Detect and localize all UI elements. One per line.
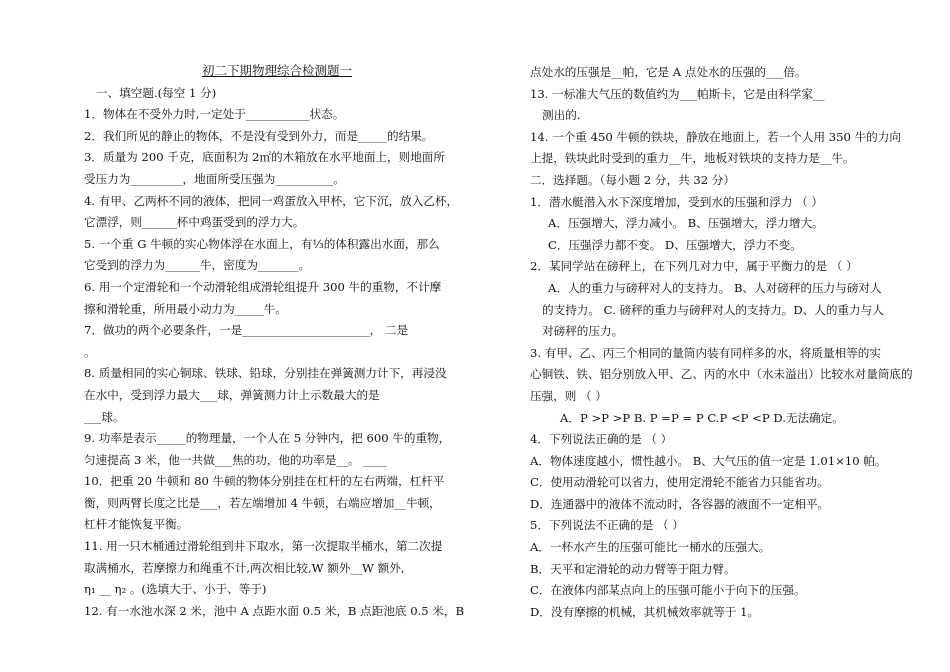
question-line: η₁ __ η₂ 。(选填大于、小于、等于) bbox=[84, 582, 267, 597]
question-line: 12. 有一水池水深 2 米，池中 A 点距水面 0.5 米，B 点距池底 0.5 米，B bbox=[84, 603, 465, 618]
question-line: 在水中，受到浮力最大___球，弹簧测力计上示数最大的是 bbox=[84, 387, 380, 402]
option-line: A．一杯水产生的压强可能比一桶水的压强大。 bbox=[530, 540, 771, 555]
right-column bbox=[530, 62, 913, 623]
question-line: 1．潜水艇潜入水下深度增加，受到水的压强和浮力 （ ） bbox=[530, 194, 823, 209]
question-line: 杠杆才能恢复平衡。 bbox=[84, 517, 189, 532]
option-line: A．压强增大，浮力减小。 B、压强增大，浮力增大。 bbox=[548, 216, 824, 231]
question-line: 测出的. bbox=[542, 108, 581, 123]
question-line: 4. 有甲、乙两杯不同的液体，把同一鸡蛋放入甲杯，它下沉，放入乙杯， bbox=[84, 193, 459, 208]
question-line: 。 bbox=[84, 344, 96, 359]
option-line: A．物体速度越小，惯性越小。 B、大气压的值一定是 1.01×10 帕。 bbox=[530, 453, 887, 468]
question-line: 6. 用一个定滑轮和一个动滑轮组成滑轮组提升 300 牛的重物，不计摩 bbox=[84, 279, 442, 294]
option-line: A．P >P >P B. P =P = P C.P <P <P D.无法确定。 bbox=[560, 410, 844, 425]
section-fill-heading: 一、填空题.(每空 1 分) bbox=[96, 85, 217, 100]
question-line: 匀速提高 3 米，他一共做___焦的功，他的功率是__。 ____ bbox=[84, 452, 387, 467]
question-line: 14. 一个重 450 牛顿的铁块，静放在地面上，若一个人用 350 牛的力向 bbox=[530, 129, 901, 144]
question-line: 7．做功的两个必要条件，一是______________________， 二是 bbox=[84, 323, 409, 338]
question-line: 5. 一个重 G 牛顿的实心物体浮在水面上，有⅓的体积露出水面，那么 bbox=[84, 236, 440, 251]
option-line: 对磅秤的压力。 bbox=[542, 324, 624, 339]
option-line: 的支持力。 C. 磅秤的重力与磅秤对人的支持力。D、人的重力与人 bbox=[542, 302, 884, 317]
option-line: C．在液体内部某点向上的压强可能小于向下的压强。 bbox=[530, 583, 806, 598]
question-line: 它漂浮，则______杯中鸡蛋受到的浮力大。 bbox=[84, 215, 305, 230]
question-line: 点处水的压强是__帕，它是 A 点处水的压强的___倍。 bbox=[530, 65, 807, 79]
question-line: 3. 有甲、乙、丙三个相同的量筒内装有同样多的水，将质量相等的实 bbox=[530, 345, 881, 360]
question-line: 3．质量为 200 千克，底面积为 2㎡的木箱放在水平地面上，则地面所 bbox=[84, 150, 445, 165]
option-line: D．没有摩擦的机械，其机械效率就等于 1。 bbox=[530, 604, 760, 619]
question-line: 取满桶水，若摩擦力和绳重不计,两次相比较,W 额外__W 额外, bbox=[84, 560, 405, 575]
question-line: 11. 用一只木桶通过滑轮组到井下取水，第一次提取半桶水，第二次提 bbox=[84, 539, 443, 554]
question-line: 9. 功率是表示_____的物理量，一个人在 5 分钟内，把 600 牛的重物， bbox=[84, 431, 451, 446]
question-line: 1．物体在不受外力时,一定处于___________状态。 bbox=[84, 107, 345, 122]
section-choice-heading: 二．选择题。（每小题 2 分，共 32 分） bbox=[530, 172, 735, 187]
question-line: 受压力为_________，地面所受压强为__________。 bbox=[84, 171, 345, 186]
question-line: 上提，铁块此时受到的重力__牛，地板对铁块的支持力是__牛。 bbox=[530, 151, 855, 166]
question-line: 4．下列说法正确的是 （ ） bbox=[530, 432, 673, 447]
question-line: 心铜铁、铁、铝分别放入甲、乙、丙的水中（水未溢出）比较水对量筒底的 bbox=[530, 367, 913, 382]
left-column bbox=[84, 60, 470, 622]
option-line: A．人的重力与磅秤对人的支持力。 B、人对磅秤的压力与磅对人 bbox=[548, 280, 882, 295]
option-line: C．压强浮力都不变。 D、压强增大，浮力不变。 bbox=[548, 237, 802, 252]
question-line: ___球。 bbox=[84, 409, 125, 424]
question-line: 2．某同学站在磅秤上，在下列几对力中，属于平衡力的是 （ ） bbox=[530, 259, 858, 274]
page-title: 初二下期物理综合检测题一 bbox=[201, 63, 352, 78]
question-line: 8. 质量相同的实心铜球、铁球、铅球，分别挂在弹簧测力计下，再浸没 bbox=[84, 366, 447, 381]
question-line: 压强，则 （ ） bbox=[530, 388, 607, 403]
question-line: 擦和滑轮重，所用最小动力为_____牛。 bbox=[84, 301, 287, 316]
question-line: 它受到的浮力为______牛，密度为_______。 bbox=[84, 258, 311, 273]
question-line: 5．下列说法不正确的是 （ ） bbox=[530, 518, 684, 533]
option-line: C．使用动滑轮可以省力，使用定滑轮不能省力只能省功。 bbox=[530, 475, 829, 490]
question-line: 10．把重 20 牛顿和 80 牛顿的物体分别挂在杠杆的左右两端，杠杆平 bbox=[84, 474, 445, 489]
question-line: 13. 一标准大气压的数值约为___帕斯卡，它是由科学家__ bbox=[530, 86, 825, 101]
option-line: D．连通器中的液体不流动时，各容器的液面不一定相平。 bbox=[530, 496, 830, 511]
question-line: 衡，则两臂长度之比是___，若左端增加 4 牛顿，右端应增加__牛顿， bbox=[84, 495, 441, 510]
question-line: 2．我们所见的静止的物体，不是没有受到外力，而是_____的结果。 bbox=[84, 128, 434, 143]
option-line: B．天平和定滑轮的动力臂等于阻力臂。 bbox=[530, 561, 736, 576]
